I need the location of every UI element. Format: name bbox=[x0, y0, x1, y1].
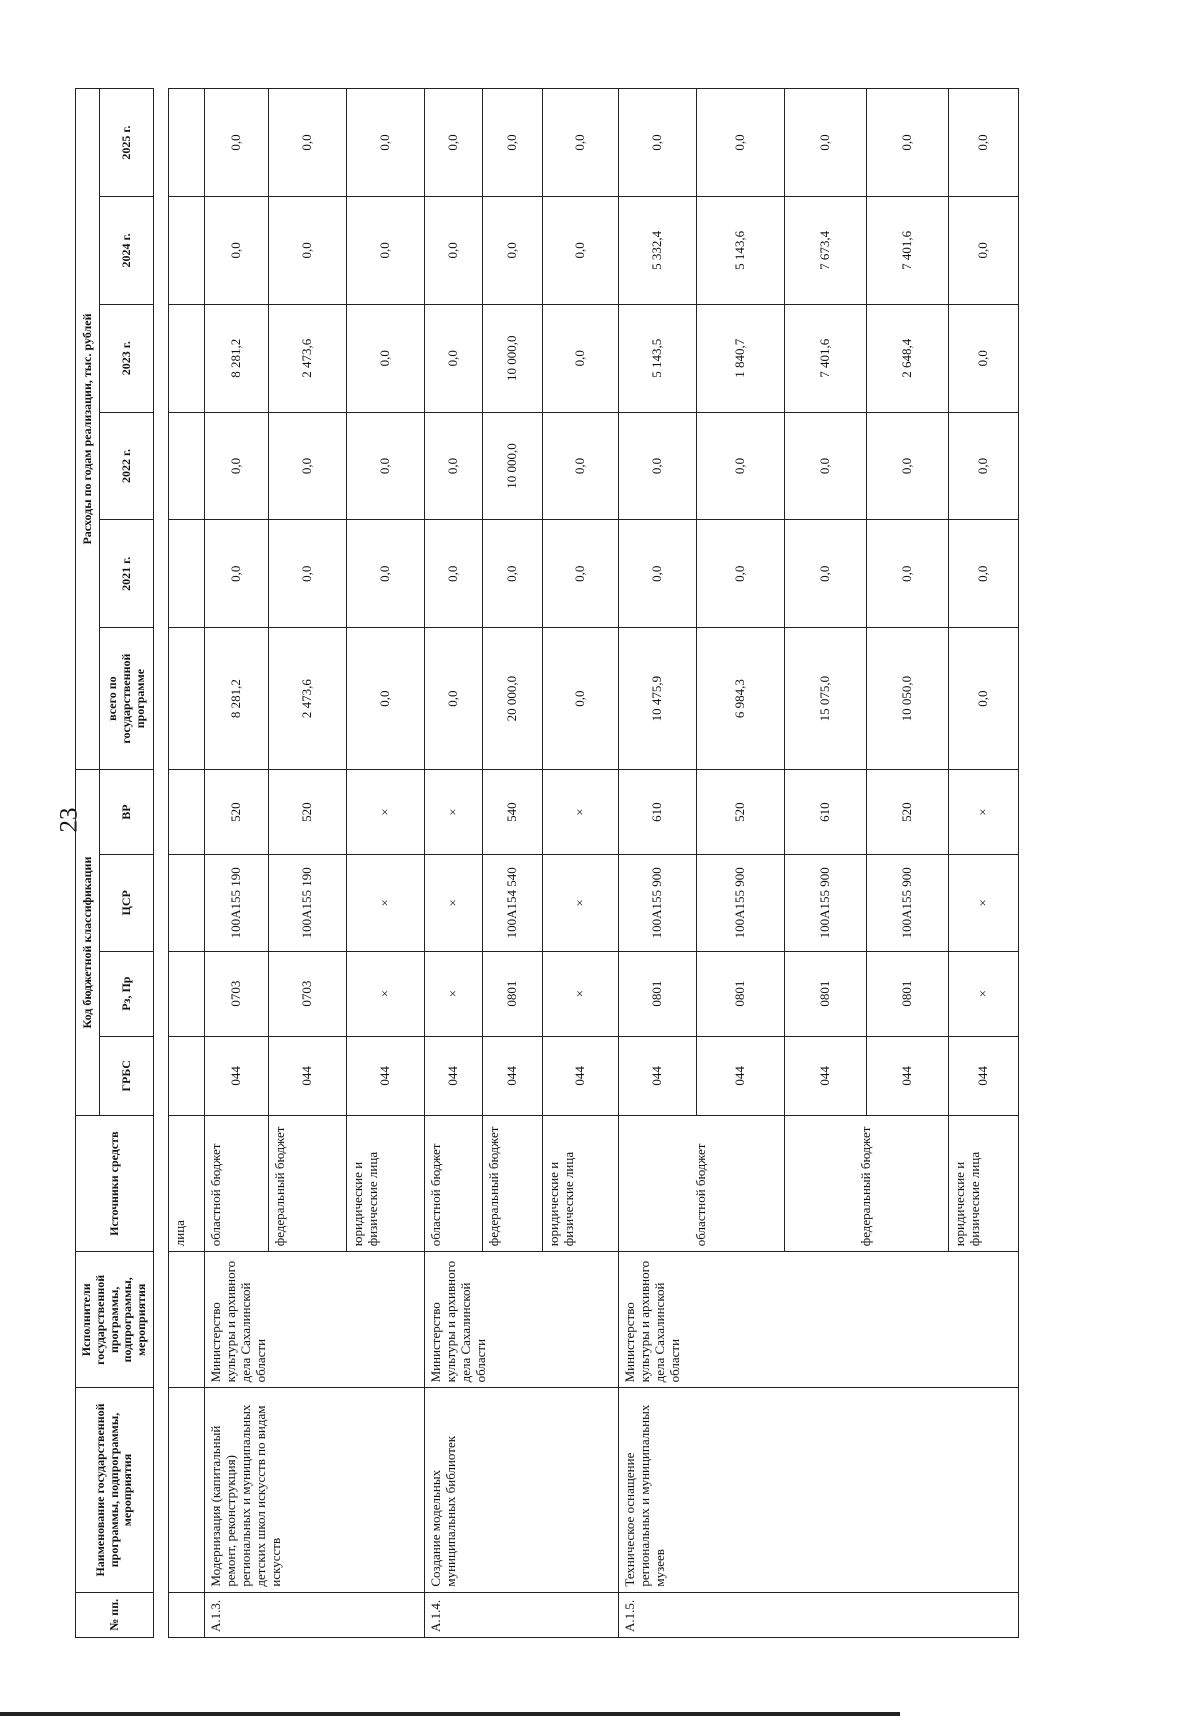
cell-2024: 0,0 bbox=[482, 197, 542, 305]
header-expenses: Расходы по годам реализации, тыс. рублей bbox=[76, 89, 100, 770]
cell-grbs: 044 bbox=[204, 1036, 268, 1115]
row-source: федеральный бюджет bbox=[784, 1116, 948, 1252]
cell-grbs: 044 bbox=[268, 1036, 346, 1115]
table-row bbox=[204, 89, 268, 1638]
cell-2021: 0,0 bbox=[784, 520, 866, 628]
cell-csr: 100А154 540 bbox=[482, 855, 542, 951]
row-num: А.1.5. bbox=[618, 1592, 1018, 1637]
cell-2021: 0,0 bbox=[948, 520, 1018, 628]
header-row-1 bbox=[76, 89, 100, 1638]
header-budget-code: Код бюджетной классификации bbox=[76, 770, 100, 1116]
cell-csr: × bbox=[424, 855, 482, 951]
cell-vr: 520 bbox=[204, 770, 268, 855]
cell-grbs: 044 bbox=[866, 1036, 948, 1115]
header-name: Наименование государственной программы, подпрограммы, мероприятия bbox=[76, 1388, 154, 1592]
scan-edge-line bbox=[0, 1712, 900, 1716]
header-executor: Исполнители государственной программы, подпрограммы, мероприятия bbox=[76, 1252, 154, 1388]
budget-table bbox=[75, 88, 1019, 1638]
header-2022: 2022 г. bbox=[100, 412, 154, 520]
header-2024: 2024 г. bbox=[100, 197, 154, 305]
cell-total: 8 281,2 bbox=[204, 628, 268, 770]
cell-2025: 0,0 bbox=[696, 89, 784, 197]
row-num: А.1.3. bbox=[204, 1592, 424, 1637]
row-source: юридические и физические лица bbox=[346, 1116, 424, 1252]
row-source: юридические и физические лица bbox=[542, 1116, 618, 1252]
cell-grbs: 044 bbox=[618, 1036, 696, 1115]
cell-2023: 0,0 bbox=[948, 304, 1018, 412]
row-executor: Министерство культуры и архивного дела Сахалинской области bbox=[424, 1252, 618, 1388]
row-name: Создание модельных муниципальных библиотек bbox=[424, 1388, 618, 1592]
header-csr: ЦСР bbox=[100, 855, 154, 951]
cell-rzpr: 0801 bbox=[696, 951, 784, 1036]
cell-csr: × bbox=[346, 855, 424, 951]
cell-2024: 0,0 bbox=[204, 197, 268, 305]
cell-vr: 610 bbox=[618, 770, 696, 855]
cell-2022: 0,0 bbox=[866, 412, 948, 520]
cell-2021: 0,0 bbox=[866, 520, 948, 628]
cell-2024: 0,0 bbox=[542, 197, 618, 305]
cell-2022: 0,0 bbox=[424, 412, 482, 520]
cell-rzpr: 0801 bbox=[618, 951, 696, 1036]
cell-2023: 10 000,0 bbox=[482, 304, 542, 412]
cell-total: 0,0 bbox=[346, 628, 424, 770]
row-executor: Министерство культуры и архивного дела Сахалинской области bbox=[618, 1252, 1018, 1388]
header-rzpr: Рз, Пр bbox=[100, 951, 154, 1036]
cell-csr: × bbox=[542, 855, 618, 951]
cell-total: 0,0 bbox=[424, 628, 482, 770]
table-row bbox=[424, 89, 482, 1638]
cell-2024: 7 401,6 bbox=[866, 197, 948, 305]
cell-vr: × bbox=[542, 770, 618, 855]
cell-2022: 0,0 bbox=[268, 412, 346, 520]
cell-2024: 5 332,4 bbox=[618, 197, 696, 305]
cell-2023: 7 401,6 bbox=[784, 304, 866, 412]
cell-grbs: 044 bbox=[696, 1036, 784, 1115]
cell-2023: 5 143,5 bbox=[618, 304, 696, 412]
cell-2024: 5 143,6 bbox=[696, 197, 784, 305]
cell-csr: 100А155 900 bbox=[696, 855, 784, 951]
header-grbs: ГРБС bbox=[100, 1036, 154, 1115]
header-2023: 2023 г. bbox=[100, 304, 154, 412]
header-2021: 2021 г. bbox=[100, 520, 154, 628]
cell-rzpr: 0801 bbox=[482, 951, 542, 1036]
cell-2022: 0,0 bbox=[696, 412, 784, 520]
table-row bbox=[618, 89, 696, 1638]
cell-total: 20 000,0 bbox=[482, 628, 542, 770]
cell-2021: 0,0 bbox=[204, 520, 268, 628]
cell-vr: 520 bbox=[268, 770, 346, 855]
cell-2025: 0,0 bbox=[346, 89, 424, 197]
cell-vr: 540 bbox=[482, 770, 542, 855]
row-source: юридические и физические лица bbox=[948, 1116, 1018, 1252]
cell-total: 10 050,0 bbox=[866, 628, 948, 770]
row-executor: Министерство культуры и архивного дела Сахалинской области bbox=[204, 1252, 424, 1388]
cell-total: 2 473,6 bbox=[268, 628, 346, 770]
cell-2022: 0,0 bbox=[948, 412, 1018, 520]
cell-grbs: 044 bbox=[346, 1036, 424, 1115]
header-2025: 2025 г. bbox=[100, 89, 154, 197]
budget-table-rotated bbox=[75, 88, 1190, 1638]
cell-csr: 100А155 900 bbox=[618, 855, 696, 951]
cell-2022: 0,0 bbox=[784, 412, 866, 520]
cell-2024: 0,0 bbox=[268, 197, 346, 305]
cell-2023: 0,0 bbox=[346, 304, 424, 412]
header-source: Источники средств bbox=[76, 1116, 154, 1252]
cell-total: 10 475,9 bbox=[618, 628, 696, 770]
cell-vr: × bbox=[346, 770, 424, 855]
cell-2023: 2 648,4 bbox=[866, 304, 948, 412]
cell-2022: 0,0 bbox=[346, 412, 424, 520]
header-total: всего по государственной программе bbox=[100, 628, 154, 770]
cell-csr: 100А155 190 bbox=[204, 855, 268, 951]
cell-vr: 610 bbox=[784, 770, 866, 855]
cell-vr: 520 bbox=[696, 770, 784, 855]
cell-2025: 0,0 bbox=[618, 89, 696, 197]
cell-2021: 0,0 bbox=[346, 520, 424, 628]
continuation-text: лица bbox=[168, 1116, 204, 1252]
cell-2025: 0,0 bbox=[948, 89, 1018, 197]
cell-rzpr: 0801 bbox=[784, 951, 866, 1036]
cell-2025: 0,0 bbox=[542, 89, 618, 197]
cell-total: 6 984,3 bbox=[696, 628, 784, 770]
header-num: № пп. bbox=[76, 1592, 154, 1637]
cell-2021: 0,0 bbox=[424, 520, 482, 628]
cell-2022: 0,0 bbox=[204, 412, 268, 520]
cell-csr: 100А155 900 bbox=[866, 855, 948, 951]
cell-csr: 100А155 900 bbox=[784, 855, 866, 951]
row-name: Техническое оснащение региональных и муниципальных музеев bbox=[618, 1388, 1018, 1592]
cell-rzpr: × bbox=[346, 951, 424, 1036]
header-gap bbox=[153, 89, 168, 1638]
cell-total: 15 075,0 bbox=[784, 628, 866, 770]
cell-vr: × bbox=[424, 770, 482, 855]
cell-2022: 0,0 bbox=[618, 412, 696, 520]
cell-2024: 0,0 bbox=[948, 197, 1018, 305]
cell-2023: 8 281,2 bbox=[204, 304, 268, 412]
cell-rzpr: × bbox=[542, 951, 618, 1036]
continuation-row bbox=[168, 89, 204, 1638]
row-source: областной бюджет bbox=[618, 1116, 784, 1252]
cell-grbs: 044 bbox=[784, 1036, 866, 1115]
cell-total: 0,0 bbox=[948, 628, 1018, 770]
page-number: 23 bbox=[55, 807, 83, 833]
cell-2024: 7 673,4 bbox=[784, 197, 866, 305]
cell-rzpr: 0703 bbox=[268, 951, 346, 1036]
cell-2021: 0,0 bbox=[618, 520, 696, 628]
cell-csr: × bbox=[948, 855, 1018, 951]
cell-2023: 0,0 bbox=[424, 304, 482, 412]
cell-2025: 0,0 bbox=[204, 89, 268, 197]
cell-rzpr: × bbox=[424, 951, 482, 1036]
cell-grbs: 044 bbox=[948, 1036, 1018, 1115]
cell-vr: × bbox=[948, 770, 1018, 855]
cell-2024: 0,0 bbox=[346, 197, 424, 305]
cell-2023: 1 840,7 bbox=[696, 304, 784, 412]
cell-2021: 0,0 bbox=[482, 520, 542, 628]
cell-grbs: 044 bbox=[542, 1036, 618, 1115]
cell-grbs: 044 bbox=[482, 1036, 542, 1115]
cell-2022: 10 000,0 bbox=[482, 412, 542, 520]
cell-csr: 100А155 190 bbox=[268, 855, 346, 951]
cell-2025: 0,0 bbox=[866, 89, 948, 197]
row-name: Модернизация (капитальный ремонт, реконструкция) региональных и муниципальных детских школ искусств по видам искусств bbox=[204, 1388, 424, 1592]
cell-2021: 0,0 bbox=[696, 520, 784, 628]
cell-2025: 0,0 bbox=[424, 89, 482, 197]
row-num: А.1.4. bbox=[424, 1592, 618, 1637]
cell-2025: 0,0 bbox=[482, 89, 542, 197]
cell-2023: 2 473,6 bbox=[268, 304, 346, 412]
cell-total: 0,0 bbox=[542, 628, 618, 770]
cell-rzpr: 0801 bbox=[866, 951, 948, 1036]
cell-2024: 0,0 bbox=[424, 197, 482, 305]
cell-2023: 0,0 bbox=[542, 304, 618, 412]
cell-2021: 0,0 bbox=[268, 520, 346, 628]
header-vr: ВР bbox=[100, 770, 154, 855]
cell-grbs: 044 bbox=[424, 1036, 482, 1115]
row-source: федеральный бюджет bbox=[268, 1116, 346, 1252]
cell-2022: 0,0 bbox=[542, 412, 618, 520]
cell-2025: 0,0 bbox=[268, 89, 346, 197]
cell-2021: 0,0 bbox=[542, 520, 618, 628]
cell-rzpr: × bbox=[948, 951, 1018, 1036]
row-source: областной бюджет bbox=[424, 1116, 482, 1252]
cell-rzpr: 0703 bbox=[204, 951, 268, 1036]
cell-vr: 520 bbox=[866, 770, 948, 855]
row-source: федеральный бюджет bbox=[482, 1116, 542, 1252]
row-source: областной бюджет bbox=[204, 1116, 268, 1252]
cell-2025: 0,0 bbox=[784, 89, 866, 197]
